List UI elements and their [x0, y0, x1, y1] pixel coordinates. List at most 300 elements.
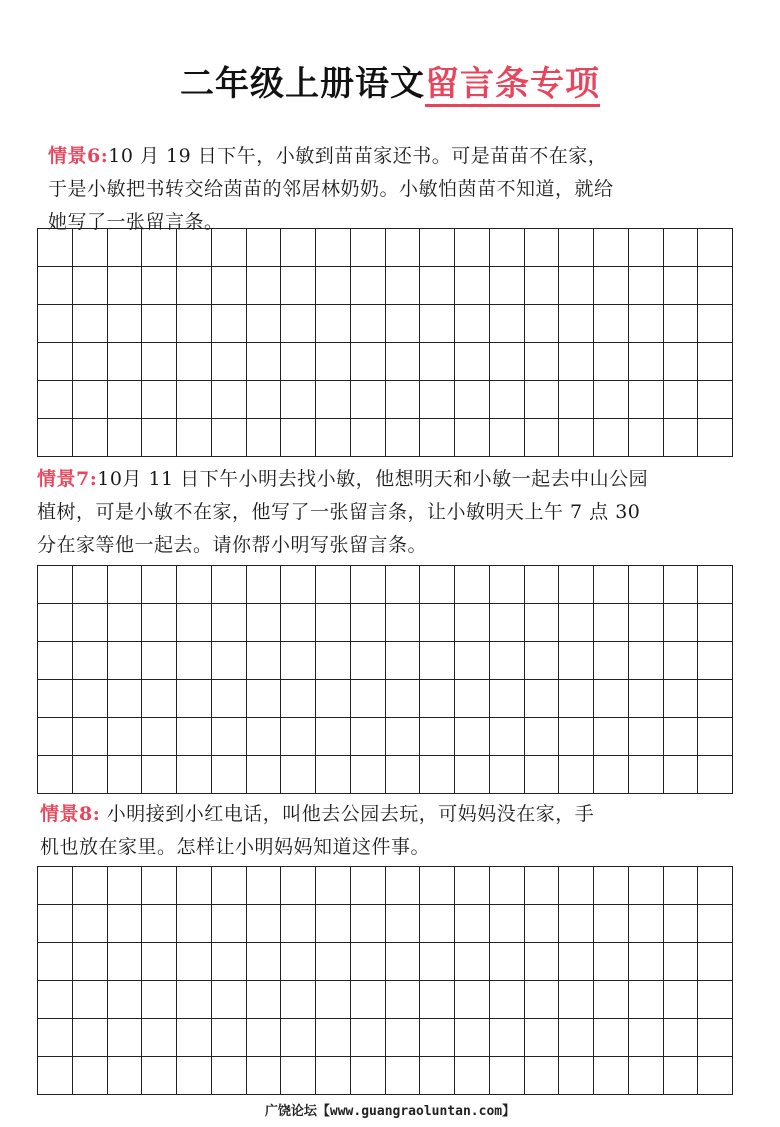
grid-cell[interactable]	[594, 756, 629, 794]
grid-cell[interactable]	[108, 642, 143, 680]
grid-cell[interactable]	[629, 680, 664, 718]
grid-cell[interactable]	[281, 566, 316, 604]
grid-cell[interactable]	[142, 1019, 177, 1057]
grid-cell[interactable]	[455, 1019, 490, 1057]
grid-cell[interactable]	[177, 566, 212, 604]
grid-cell[interactable]	[698, 381, 733, 419]
grid-cell[interactable]	[38, 867, 73, 905]
grid-cell[interactable]	[664, 343, 699, 381]
grid-cell[interactable]	[142, 381, 177, 419]
grid-cell[interactable]	[73, 305, 108, 343]
grid-cell[interactable]	[212, 381, 247, 419]
grid-cell[interactable]	[664, 381, 699, 419]
grid-cell[interactable]	[247, 1057, 282, 1095]
grid-cell[interactable]	[247, 1019, 282, 1057]
grid-cell[interactable]	[490, 305, 525, 343]
grid-cell[interactable]	[212, 566, 247, 604]
grid-cell[interactable]	[698, 566, 733, 604]
grid-cell[interactable]	[525, 905, 560, 943]
grid-cell[interactable]	[108, 419, 143, 457]
grid-cell[interactable]	[73, 867, 108, 905]
grid-cell[interactable]	[559, 905, 594, 943]
grid-cell[interactable]	[212, 756, 247, 794]
grid-cell[interactable]	[490, 343, 525, 381]
grid-cell[interactable]	[73, 566, 108, 604]
grid-cell[interactable]	[212, 943, 247, 981]
grid-cell[interactable]	[490, 604, 525, 642]
grid-cell[interactable]	[142, 905, 177, 943]
grid-cell[interactable]	[247, 343, 282, 381]
grid-cell[interactable]	[420, 604, 455, 642]
grid-cell[interactable]	[142, 229, 177, 267]
grid-cell[interactable]	[455, 867, 490, 905]
grid-cell[interactable]	[629, 229, 664, 267]
grid-cell[interactable]	[420, 566, 455, 604]
grid-cell[interactable]	[108, 604, 143, 642]
grid-cell[interactable]	[142, 756, 177, 794]
grid-cell[interactable]	[247, 305, 282, 343]
grid-cell[interactable]	[386, 943, 421, 981]
grid-cell[interactable]	[316, 756, 351, 794]
grid-cell[interactable]	[247, 981, 282, 1019]
grid-cell[interactable]	[351, 229, 386, 267]
grid-cell[interactable]	[455, 419, 490, 457]
grid-cell[interactable]	[594, 343, 629, 381]
grid-cell[interactable]	[108, 267, 143, 305]
grid-cell[interactable]	[316, 981, 351, 1019]
grid-cell[interactable]	[38, 343, 73, 381]
grid-cell[interactable]	[247, 604, 282, 642]
grid-cell[interactable]	[142, 943, 177, 981]
grid-cell[interactable]	[594, 642, 629, 680]
grid-cell[interactable]	[455, 680, 490, 718]
grid-cell[interactable]	[212, 1057, 247, 1095]
grid-cell[interactable]	[386, 229, 421, 267]
grid-cell[interactable]	[108, 981, 143, 1019]
grid-cell[interactable]	[559, 756, 594, 794]
grid-cell[interactable]	[559, 305, 594, 343]
grid-cell[interactable]	[490, 905, 525, 943]
grid-cell[interactable]	[142, 305, 177, 343]
grid-cell[interactable]	[212, 981, 247, 1019]
grid-cell[interactable]	[698, 1057, 733, 1095]
grid-cell[interactable]	[247, 419, 282, 457]
grid-cell[interactable]	[212, 867, 247, 905]
grid-cell[interactable]	[386, 419, 421, 457]
grid-cell[interactable]	[455, 1057, 490, 1095]
grid-cell[interactable]	[247, 267, 282, 305]
grid-cell[interactable]	[281, 1019, 316, 1057]
grid-cell[interactable]	[594, 604, 629, 642]
grid-cell[interactable]	[316, 343, 351, 381]
grid-cell[interactable]	[38, 1057, 73, 1095]
grid-cell[interactable]	[386, 566, 421, 604]
grid-cell[interactable]	[525, 642, 560, 680]
grid-cell[interactable]	[698, 905, 733, 943]
grid-cell[interactable]	[420, 642, 455, 680]
grid-cell[interactable]	[525, 718, 560, 756]
grid-cell[interactable]	[455, 756, 490, 794]
grid-cell[interactable]	[490, 1019, 525, 1057]
grid-cell[interactable]	[559, 642, 594, 680]
grid-cell[interactable]	[351, 756, 386, 794]
grid-cell[interactable]	[525, 756, 560, 794]
grid-cell[interactable]	[212, 642, 247, 680]
grid-cell[interactable]	[316, 229, 351, 267]
grid-cell[interactable]	[664, 604, 699, 642]
grid-cell[interactable]	[629, 867, 664, 905]
grid-cell[interactable]	[212, 419, 247, 457]
grid-cell[interactable]	[490, 642, 525, 680]
grid-cell[interactable]	[73, 343, 108, 381]
grid-cell[interactable]	[351, 642, 386, 680]
grid-cell[interactable]	[698, 604, 733, 642]
grid-cell[interactable]	[559, 381, 594, 419]
grid-cell[interactable]	[351, 680, 386, 718]
grid-cell[interactable]	[629, 756, 664, 794]
grid-cell[interactable]	[525, 381, 560, 419]
grid-cell[interactable]	[594, 1057, 629, 1095]
grid-cell[interactable]	[455, 343, 490, 381]
grid-cell[interactable]	[629, 718, 664, 756]
writing-grid-7[interactable]	[37, 565, 733, 794]
grid-cell[interactable]	[664, 680, 699, 718]
grid-cell[interactable]	[386, 1057, 421, 1095]
grid-cell[interactable]	[455, 566, 490, 604]
grid-cell[interactable]	[142, 604, 177, 642]
grid-cell[interactable]	[629, 566, 664, 604]
grid-cell[interactable]	[629, 943, 664, 981]
grid-cell[interactable]	[490, 718, 525, 756]
grid-cell[interactable]	[281, 981, 316, 1019]
grid-cell[interactable]	[594, 305, 629, 343]
grid-cell[interactable]	[281, 718, 316, 756]
grid-cell[interactable]	[420, 1019, 455, 1057]
grid-cell[interactable]	[455, 642, 490, 680]
grid-cell[interactable]	[420, 305, 455, 343]
grid-cell[interactable]	[420, 1057, 455, 1095]
grid-cell[interactable]	[629, 381, 664, 419]
grid-cell[interactable]	[490, 867, 525, 905]
grid-cell[interactable]	[594, 229, 629, 267]
grid-cell[interactable]	[316, 604, 351, 642]
grid-cell[interactable]	[490, 1057, 525, 1095]
grid-cell[interactable]	[525, 305, 560, 343]
grid-cell[interactable]	[108, 381, 143, 419]
grid-cell[interactable]	[281, 229, 316, 267]
grid-cell[interactable]	[490, 680, 525, 718]
grid-cell[interactable]	[664, 1057, 699, 1095]
grid-cell[interactable]	[664, 642, 699, 680]
grid-cell[interactable]	[386, 267, 421, 305]
grid-cell[interactable]	[559, 680, 594, 718]
grid-cell[interactable]	[281, 867, 316, 905]
grid-cell[interactable]	[629, 419, 664, 457]
grid-cell[interactable]	[386, 680, 421, 718]
grid-cell[interactable]	[351, 943, 386, 981]
grid-cell[interactable]	[420, 229, 455, 267]
grid-cell[interactable]	[559, 267, 594, 305]
grid-cell[interactable]	[664, 229, 699, 267]
grid-cell[interactable]	[142, 1057, 177, 1095]
grid-cell[interactable]	[386, 381, 421, 419]
grid-cell[interactable]	[177, 981, 212, 1019]
grid-cell[interactable]	[142, 981, 177, 1019]
grid-cell[interactable]	[698, 680, 733, 718]
grid-cell[interactable]	[177, 943, 212, 981]
grid-cell[interactable]	[594, 680, 629, 718]
grid-cell[interactable]	[664, 305, 699, 343]
grid-cell[interactable]	[38, 267, 73, 305]
grid-cell[interactable]	[73, 604, 108, 642]
grid-cell[interactable]	[420, 905, 455, 943]
writing-grid-6[interactable]	[37, 228, 733, 457]
grid-cell[interactable]	[108, 680, 143, 718]
grid-cell[interactable]	[212, 604, 247, 642]
grid-cell[interactable]	[559, 604, 594, 642]
grid-cell[interactable]	[420, 756, 455, 794]
grid-cell[interactable]	[559, 229, 594, 267]
grid-cell[interactable]	[455, 718, 490, 756]
grid-cell[interactable]	[559, 718, 594, 756]
grid-cell[interactable]	[142, 267, 177, 305]
grid-cell[interactable]	[316, 381, 351, 419]
grid-cell[interactable]	[664, 867, 699, 905]
grid-cell[interactable]	[73, 229, 108, 267]
grid-cell[interactable]	[629, 343, 664, 381]
grid-cell[interactable]	[38, 943, 73, 981]
grid-cell[interactable]	[525, 566, 560, 604]
grid-cell[interactable]	[455, 229, 490, 267]
grid-cell[interactable]	[247, 229, 282, 267]
grid-cell[interactable]	[698, 267, 733, 305]
grid-cell[interactable]	[629, 604, 664, 642]
grid-cell[interactable]	[177, 267, 212, 305]
grid-cell[interactable]	[351, 305, 386, 343]
grid-cell[interactable]	[594, 566, 629, 604]
grid-cell[interactable]	[664, 419, 699, 457]
grid-cell[interactable]	[351, 1057, 386, 1095]
grid-cell[interactable]	[420, 867, 455, 905]
grid-cell[interactable]	[351, 343, 386, 381]
grid-cell[interactable]	[142, 867, 177, 905]
grid-cell[interactable]	[455, 905, 490, 943]
grid-cell[interactable]	[525, 680, 560, 718]
grid-cell[interactable]	[177, 381, 212, 419]
grid-cell[interactable]	[177, 680, 212, 718]
grid-cell[interactable]	[142, 718, 177, 756]
grid-cell[interactable]	[142, 343, 177, 381]
grid-cell[interactable]	[73, 981, 108, 1019]
grid-cell[interactable]	[664, 981, 699, 1019]
grid-cell[interactable]	[212, 1019, 247, 1057]
grid-cell[interactable]	[351, 267, 386, 305]
grid-cell[interactable]	[594, 1019, 629, 1057]
grid-cell[interactable]	[629, 981, 664, 1019]
grid-cell[interactable]	[38, 604, 73, 642]
grid-cell[interactable]	[316, 943, 351, 981]
grid-cell[interactable]	[559, 1019, 594, 1057]
grid-cell[interactable]	[594, 419, 629, 457]
grid-cell[interactable]	[316, 718, 351, 756]
grid-cell[interactable]	[281, 680, 316, 718]
grid-cell[interactable]	[525, 981, 560, 1019]
grid-cell[interactable]	[559, 943, 594, 981]
grid-cell[interactable]	[38, 680, 73, 718]
grid-cell[interactable]	[594, 943, 629, 981]
grid-cell[interactable]	[455, 305, 490, 343]
grid-cell[interactable]	[559, 419, 594, 457]
grid-cell[interactable]	[664, 756, 699, 794]
grid-cell[interactable]	[698, 943, 733, 981]
grid-cell[interactable]	[420, 981, 455, 1019]
grid-cell[interactable]	[386, 305, 421, 343]
grid-cell[interactable]	[629, 305, 664, 343]
grid-cell[interactable]	[177, 642, 212, 680]
grid-cell[interactable]	[698, 981, 733, 1019]
grid-cell[interactable]	[38, 905, 73, 943]
grid-cell[interactable]	[38, 381, 73, 419]
grid-cell[interactable]	[525, 867, 560, 905]
grid-cell[interactable]	[525, 343, 560, 381]
grid-cell[interactable]	[351, 381, 386, 419]
grid-cell[interactable]	[38, 642, 73, 680]
grid-cell[interactable]	[386, 718, 421, 756]
grid-cell[interactable]	[629, 905, 664, 943]
grid-cell[interactable]	[177, 1057, 212, 1095]
grid-cell[interactable]	[212, 229, 247, 267]
grid-cell[interactable]	[664, 1019, 699, 1057]
grid-cell[interactable]	[351, 419, 386, 457]
grid-cell[interactable]	[351, 604, 386, 642]
grid-cell[interactable]	[351, 905, 386, 943]
grid-cell[interactable]	[281, 1057, 316, 1095]
grid-cell[interactable]	[316, 305, 351, 343]
grid-cell[interactable]	[177, 305, 212, 343]
grid-cell[interactable]	[177, 1019, 212, 1057]
grid-cell[interactable]	[525, 943, 560, 981]
grid-cell[interactable]	[73, 381, 108, 419]
grid-cell[interactable]	[698, 229, 733, 267]
grid-cell[interactable]	[73, 756, 108, 794]
grid-cell[interactable]	[594, 381, 629, 419]
grid-cell[interactable]	[247, 566, 282, 604]
grid-cell[interactable]	[73, 419, 108, 457]
grid-cell[interactable]	[108, 229, 143, 267]
grid-cell[interactable]	[316, 642, 351, 680]
grid-cell[interactable]	[698, 867, 733, 905]
grid-cell[interactable]	[281, 267, 316, 305]
grid-cell[interactable]	[664, 943, 699, 981]
grid-cell[interactable]	[142, 680, 177, 718]
grid-cell[interactable]	[38, 1019, 73, 1057]
grid-cell[interactable]	[594, 718, 629, 756]
grid-cell[interactable]	[420, 267, 455, 305]
grid-cell[interactable]	[629, 267, 664, 305]
grid-cell[interactable]	[212, 343, 247, 381]
grid-cell[interactable]	[351, 867, 386, 905]
grid-cell[interactable]	[351, 718, 386, 756]
grid-cell[interactable]	[247, 943, 282, 981]
grid-cell[interactable]	[38, 566, 73, 604]
grid-cell[interactable]	[316, 1019, 351, 1057]
grid-cell[interactable]	[698, 419, 733, 457]
grid-cell[interactable]	[38, 718, 73, 756]
grid-cell[interactable]	[247, 642, 282, 680]
grid-cell[interactable]	[559, 566, 594, 604]
grid-cell[interactable]	[455, 943, 490, 981]
grid-cell[interactable]	[351, 566, 386, 604]
grid-cell[interactable]	[108, 1057, 143, 1095]
grid-cell[interactable]	[386, 604, 421, 642]
grid-cell[interactable]	[490, 229, 525, 267]
grid-cell[interactable]	[525, 419, 560, 457]
grid-cell[interactable]	[316, 1057, 351, 1095]
grid-cell[interactable]	[698, 756, 733, 794]
grid-cell[interactable]	[108, 943, 143, 981]
grid-cell[interactable]	[698, 305, 733, 343]
grid-cell[interactable]	[73, 905, 108, 943]
grid-cell[interactable]	[594, 867, 629, 905]
grid-cell[interactable]	[525, 1057, 560, 1095]
grid-cell[interactable]	[247, 680, 282, 718]
grid-cell[interactable]	[212, 305, 247, 343]
grid-cell[interactable]	[490, 419, 525, 457]
grid-cell[interactable]	[108, 718, 143, 756]
grid-cell[interactable]	[664, 905, 699, 943]
grid-cell[interactable]	[559, 981, 594, 1019]
grid-cell[interactable]	[490, 943, 525, 981]
grid-cell[interactable]	[698, 1019, 733, 1057]
grid-cell[interactable]	[38, 229, 73, 267]
grid-cell[interactable]	[177, 905, 212, 943]
grid-cell[interactable]	[38, 419, 73, 457]
grid-cell[interactable]	[142, 642, 177, 680]
grid-cell[interactable]	[247, 718, 282, 756]
grid-cell[interactable]	[281, 343, 316, 381]
grid-cell[interactable]	[386, 867, 421, 905]
grid-cell[interactable]	[247, 867, 282, 905]
grid-cell[interactable]	[108, 756, 143, 794]
grid-cell[interactable]	[351, 1019, 386, 1057]
grid-cell[interactable]	[108, 905, 143, 943]
grid-cell[interactable]	[247, 381, 282, 419]
grid-cell[interactable]	[420, 343, 455, 381]
grid-cell[interactable]	[212, 905, 247, 943]
grid-cell[interactable]	[73, 267, 108, 305]
grid-cell[interactable]	[73, 943, 108, 981]
grid-cell[interactable]	[38, 756, 73, 794]
grid-cell[interactable]	[455, 267, 490, 305]
grid-cell[interactable]	[316, 680, 351, 718]
grid-cell[interactable]	[212, 718, 247, 756]
grid-cell[interactable]	[281, 604, 316, 642]
grid-cell[interactable]	[316, 419, 351, 457]
grid-cell[interactable]	[73, 642, 108, 680]
grid-cell[interactable]	[559, 343, 594, 381]
grid-cell[interactable]	[420, 381, 455, 419]
grid-cell[interactable]	[212, 267, 247, 305]
grid-cell[interactable]	[177, 867, 212, 905]
grid-cell[interactable]	[73, 718, 108, 756]
writing-grid-8[interactable]	[37, 866, 733, 1095]
grid-cell[interactable]	[38, 981, 73, 1019]
grid-cell[interactable]	[281, 943, 316, 981]
grid-cell[interactable]	[455, 381, 490, 419]
grid-cell[interactable]	[629, 1019, 664, 1057]
grid-cell[interactable]	[177, 229, 212, 267]
grid-cell[interactable]	[490, 566, 525, 604]
